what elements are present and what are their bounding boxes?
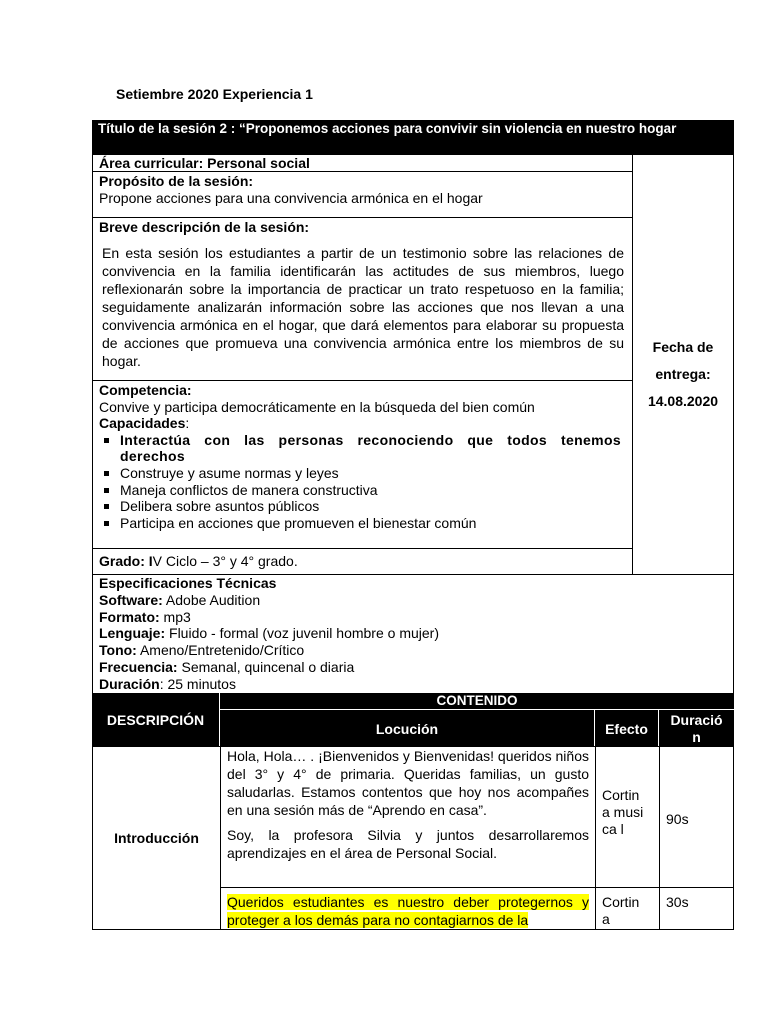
locucion-paragraph-1: Hola, Hola… . ¡Bienvenidos y Bienvenidas! queridos niños del 3° y 4° de primaria. Queridas familias, un gusto saludarlas. Estamos contentos que hoy nos acompañes en una sesión más de “Aprendo en casa”. [227, 748, 589, 818]
competencia-section [92, 380, 633, 549]
spec-item [99, 676, 727, 693]
capacidades-list [99, 432, 626, 532]
list-item [101, 498, 621, 515]
spec-item [99, 609, 727, 626]
spec-label: Frecuencia: [99, 658, 178, 675]
spec-label: Duración [99, 675, 160, 692]
purpose-label: Propósito de la sesión: [99, 173, 254, 189]
specs-title: Especificaciones Técnicas [99, 575, 277, 591]
spec-label: Lenguaje: [99, 625, 166, 642]
cell-efecto-2 [595, 887, 660, 930]
fecha-entrega [632, 154, 734, 575]
competencia-label: Competencia: [99, 382, 192, 398]
list-item-text: Maneja conflictos de manera constructiva [120, 481, 378, 498]
cell-efecto-1 [595, 746, 660, 888]
grado-row [92, 548, 633, 575]
fecha-date: 14.08.2020 [647, 393, 719, 409]
column-header-duracion [659, 709, 734, 747]
grado-text: V Ciclo – 3° y 4° grado. [152, 553, 298, 569]
duracion-header-line2: n [692, 728, 701, 745]
grado-label: Grado: I [99, 553, 153, 569]
area-curricular: Área curricular: Personal social [92, 154, 633, 172]
cell-locucion-2 [220, 887, 596, 930]
spec-item [99, 625, 727, 642]
efecto-text: Cortin a musica l [602, 787, 644, 837]
spec-item [99, 642, 727, 659]
spec-value: Adobe Audition [162, 591, 261, 608]
purpose-section [92, 171, 633, 218]
fecha-label-1: Fecha de [652, 339, 714, 355]
spec-item [99, 592, 727, 609]
list-item-text: Construye y asume normas y leyes [120, 464, 339, 481]
specs-section [92, 574, 734, 694]
column-header-contenido: CONTENIDO [220, 693, 734, 710]
spec-value: Ameno/Entretenido/Crítico [136, 642, 305, 659]
spec-value: : 25 minutos [159, 675, 236, 692]
duracion-header-line1: Duració [670, 711, 723, 728]
column-header-descripcion: DESCRIPCIÓN [92, 693, 220, 747]
highlighted-text: Queridos estudiantes es nuestro deber protegernos y proteger a los demás para no contagiarnos de la [227, 894, 589, 928]
list-item-text: Delibera sobre asuntos públicos [120, 498, 320, 515]
list-item [101, 515, 621, 532]
purpose-text: Propone acciones para una convivencia armónica en el hogar [99, 190, 483, 206]
spec-value: Semanal, quincenal o diaria [177, 658, 355, 675]
cell-duracion-2: 30s [659, 887, 734, 930]
spec-value: mp3 [159, 608, 191, 625]
column-header-locucion: Locución [220, 709, 595, 747]
description-section [92, 217, 633, 381]
column-header-efecto: Efecto [595, 709, 659, 747]
spec-label: Tono: [99, 642, 137, 659]
spec-value: Fluido - formal (voz juvenil hombre o mujer) [165, 625, 439, 642]
document-heading: Setiembre 2020 Experiencia 1 [116, 86, 313, 102]
fecha-label-2: entrega: [655, 366, 711, 382]
efecto-text: Cortin a [602, 894, 640, 927]
list-item [101, 432, 621, 465]
list-item-text: Interactúa con las personas reconociendo que todos tenemos derechos [120, 431, 621, 465]
list-item [101, 482, 621, 499]
spec-item [99, 659, 727, 676]
spec-label: Formato: [99, 608, 160, 625]
cell-duracion-1: 90s [659, 746, 734, 888]
cell-locucion-1 [220, 746, 596, 888]
session-title: Título de la sesión 2 : “Proponemos acciones para convivir sin violencia en nuestro hogar [92, 120, 734, 155]
spec-label: Software: [99, 591, 163, 608]
competencia-text: Convive y participa democráticamente en la búsqueda del bien común [99, 398, 535, 415]
capacidades-heading [99, 415, 626, 432]
description-label: Breve descripción de la sesión: [99, 219, 310, 235]
list-item-text: Participa en acciones que promueven el bienestar común [120, 514, 477, 531]
capacidades-colon: : [185, 415, 190, 432]
list-item [101, 465, 621, 482]
capacidades-label: Capacidades [99, 415, 186, 432]
locucion-paragraph-2: Soy, la profesora Silvia y juntos desarrollaremos aprendizajes en el área de Personal Social. [227, 827, 589, 861]
description-text: En esta sesión los estudiantes a partir de un testimonio sobre las relaciones de convivencia en la familia identificarán las actitudes de sus miembros, luego reflexionarán sobre la importancia de practicar un trato respetuoso en la familia; seguidamente analizarán información sobre las acciones que nos llevan a una convivencia armónica en el hogar, que dará elementos para elaborar su propuesta de acciones que promueva una convivencia armónica entre los miembros de su hogar. [102, 245, 624, 369]
cell-descripcion-introduccion: Introducción [92, 746, 221, 930]
